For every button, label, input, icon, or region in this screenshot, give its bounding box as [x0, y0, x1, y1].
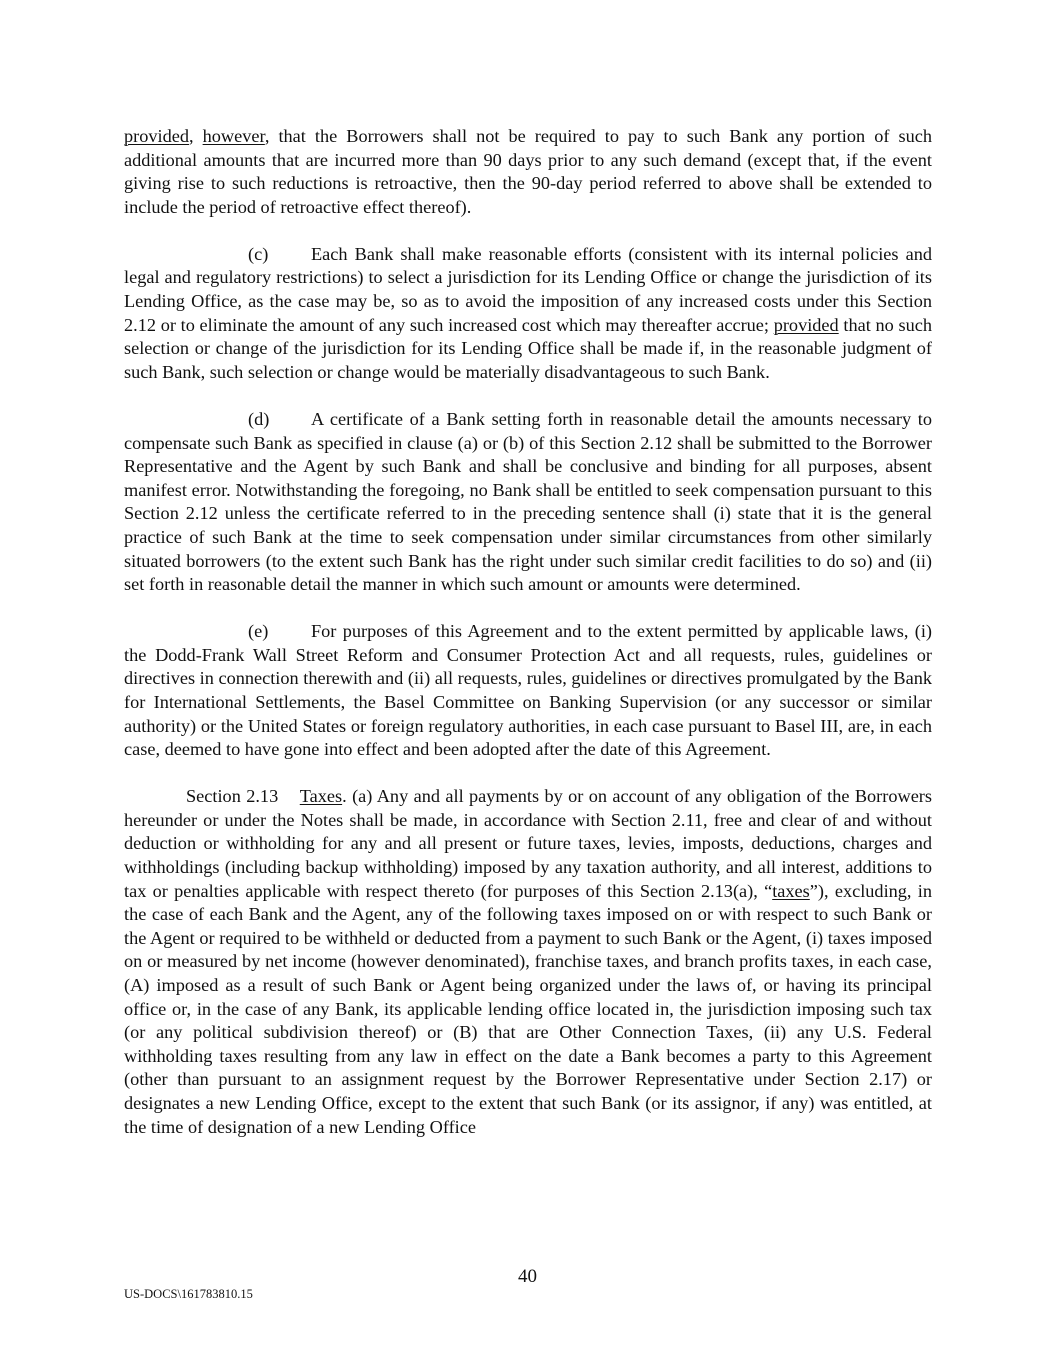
- however-term: however: [202, 126, 265, 146]
- provided-term: provided: [124, 126, 189, 146]
- section-label: Section 2.13: [186, 786, 279, 807]
- clause-marker-d: (d): [248, 408, 270, 429]
- clause-marker-c: (c): [248, 243, 269, 264]
- paragraph-e: (e) For purposes of this Agreement and to the extent permitted by applicable laws, (i) the Dodd-Frank Wall Street Reform and Consumer Protection Act and all requests, rules, guidelines or directives in connection therewith and (ii) all requests, rules, guidelines or directives promulgated by the Bank for International Settlements, the Basel Committee on Banking Supervision (or any successor or similar authority) or the United States or foreign regulatory authorities, in each case pursuant to Basel III, are, in each case, deemed to have gone into effect and been adopted after the date of this Agreement.: [124, 621, 932, 760]
- paragraph-c: (c) Each Bank shall make reasonable efforts (consistent with its internal policies and legal and regulatory restrictions) to select a jurisdiction for its Lending Office or change the jurisdiction of its Lending Office, as the case may be, so as to avoid the imposition of any increased costs under this Section 2.12 or to eliminate the amount of any such increased cost which may thereafter accrue; provided that no such selection or change of the jurisdiction for its Lending Office shall be made if, in the reasonable judgment of such Bank, such selection or change would be materially disadvantageous to such Bank.: [124, 243, 932, 382]
- body-text: [124, 125, 932, 1139]
- page-number: 40: [518, 1266, 537, 1287]
- paragraph-d: (d) A certificate of a Bank setting forth in reasonable detail the amounts necessary to compensate such Bank as specified in clause (a) or (b) of this Section 2.12 shall be submitted to the Borrower Representative and the Agent by such Bank and shall be conclusive and binding for all purposes, absent manifest error. Notwithstanding the foregoing, no Bank shall be entitled to seek compensation pursuant to this Section 2.12 unless the certificate referred to in the preceding sentence shall (i) state that it is the general practice of such Bank at the time to seek compensation under similar circumstances from other similarly situated borrowers (to the extent such Bank has the right under such similar credit facilities to do so) and (ii) set forth in reasonable detail the manner in which such amount or amounts were determined.: [124, 408, 932, 595]
- clause-marker-e: (e): [248, 621, 269, 642]
- paragraph-continuation: provided, however, that the Borrowers shall not be required to pay to such Bank any portion of such additional amounts that are incurred more than 90 days prior to any such demand (except that, if the event giving rise to such reductions is retroactive, then the 90-day period referred to above shall be extended to include the period of retroactive effect thereof).: [124, 126, 932, 217]
- section-2-13: Section 2.13 Taxes. (a) Any and all payments by or on account of any obligation of the Borrowers hereunder or under the Notes shall be made, in accordance with Section 2.11, free and clear of and without deduction or withholding for any and all present or future taxes, levies, imposts, deductions, charges and withholdings (including backup withholding) imposed by any taxation authority, and all interest, additions to tax or penalties applicable with respect thereto (for purposes of this Section 2.13(a), “taxes”), excluding, in the case of each Bank and the Agent, any of the following taxes imposed on or with respect to such Bank or the Agent or required to be withheld or deducted from a payment to such Bank or the Agent, (i) taxes imposed on or measured by net income (however denominated), franchise taxes, and branch profits taxes, in each case, (A) imposed as a result of such Bank or Agent being organized under the laws of, or having its principal office or, in the case of any Bank, its applicable lending office located in, the jurisdiction imposing such tax (or any political subdivision thereof) or (B) that are Other Connection Taxes, (ii) any U.S. Federal withholding taxes resulting from any law in effect on the date a Bank becomes a party to this Agreement (other than pursuant to an assignment request by the Borrower Representative under Section 2.17) or designates a new Lending Office, except to the extent that such Bank (or its assignor, if any) was entitled, at the time of designation of a new Lending Office: [124, 786, 933, 1137]
- section-title: Taxes: [299, 786, 343, 807]
- defined-term-taxes: taxes: [772, 880, 810, 901]
- document-id: US-DOCS\161783810.15: [124, 1287, 253, 1301]
- provided-term: provided: [773, 314, 839, 335]
